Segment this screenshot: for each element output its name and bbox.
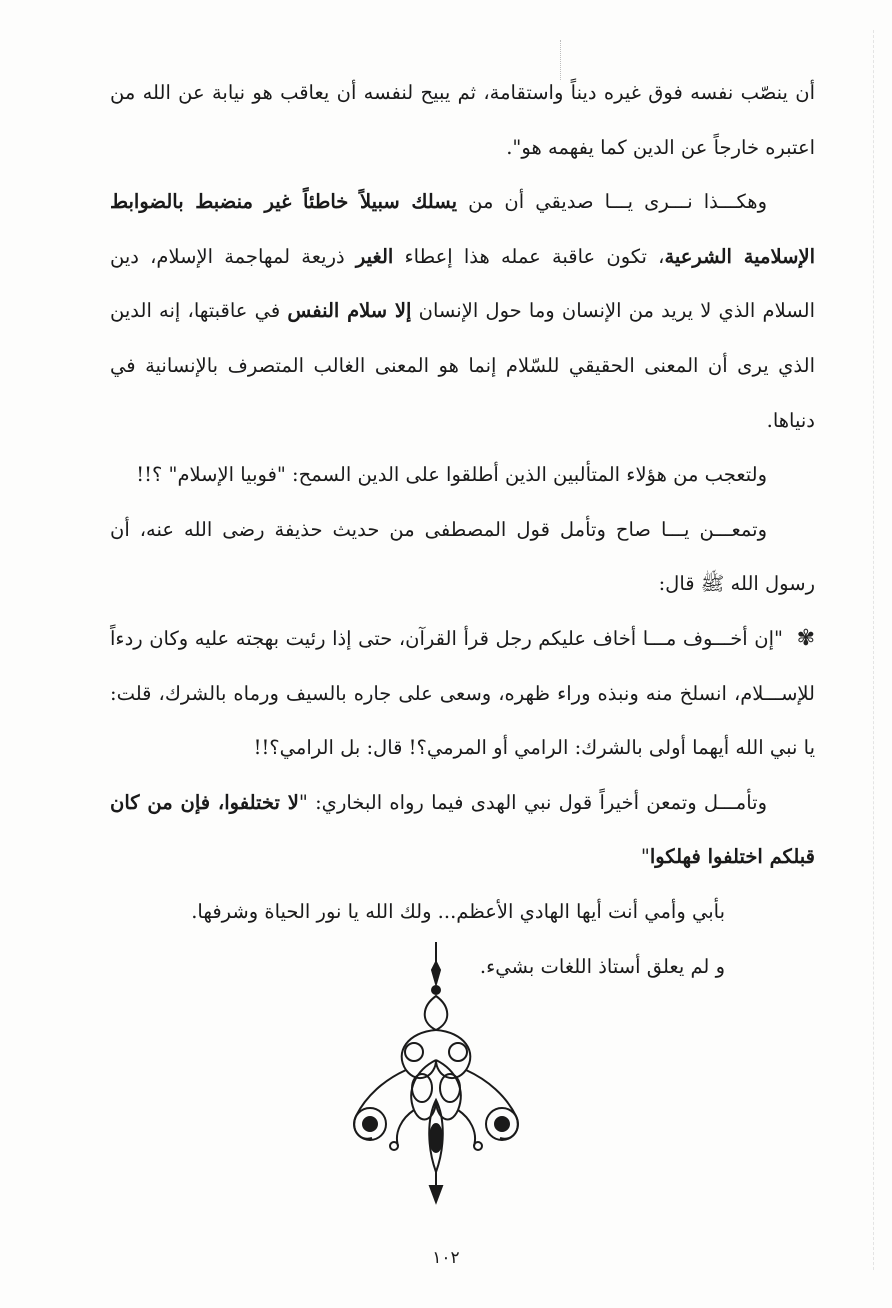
paragraph-2-bold-other: الغير	[355, 244, 394, 268]
paragraph-2-part-c: ، تكون عاقبة عمله هذا إعطاء	[393, 244, 665, 268]
paragraph-2-bold-path: يسلك سبيلاً خاطئاً غير منضبط بالضوابط الإسلامية الشرعية	[110, 190, 815, 268]
paragraph-6-part-a: وتأمـــل وتمعن أخيراً قول نبي الهدى فيما رواه البخاري: "	[298, 790, 767, 814]
paragraph-3: ولتعجب من هؤلاء المتألبين الذين أطلقوا على الدين السمح: "فوبيا الإسلام" ؟!!	[136, 463, 767, 487]
paragraph-6	[110, 776, 815, 885]
scan-edge-marks	[873, 30, 874, 1270]
page-number: ١٠٢	[432, 1248, 460, 1268]
paragraph-2-part-g: في عاقبتها، إنه الدين الذي يرى أن المعنى الحقيقي للسّلام إنما هو المعنى الغالب المتصرف بالإنسانية في دنياها.	[110, 299, 815, 432]
paragraph-6-part-c: "	[640, 845, 650, 869]
paragraph-4: وتمعـــن يـــا صاح وتأمل قول المصطفى من حديث حذيفة رضى الله عنه، أن رسول الله ﷺ قال:	[110, 517, 815, 596]
paragraph-6-bold-quote: لا تختلفوا، فإن من كان قبلكم اختلفوا فهلكوا	[110, 790, 815, 869]
hadith-text: "إن أخـــوف مـــا أخاف عليكم رجل قرأ القرآن، حتى إذا رئيت بهجته عليه وكان ردءاً للإســـلام، انسلخ منه ونبذه وراء ظهره، وسعى على جاره بالسيف ورماه بالشرك، قلت: يا نبي الله أيهما أولى بالشرك: الرامي أو المرمي؟! قال: بل الرامي؟!!	[110, 626, 815, 760]
paragraph-2-part-a: وهكـــذا نـــرى يـــا صديقي أن من	[457, 190, 767, 214]
paragraph-7: بأبي وأمي أنت أيها الهادي الأعظم... ولك الله يا نور الحياة وشرفها.	[191, 899, 725, 923]
page-text	[110, 66, 815, 994]
paragraph-2-part-e: ذريعة لمهاجمة الإسلام، دين السلام الذي لا يريد من الإنسان وما حول الإنسان	[110, 244, 815, 323]
paragraph-2-bold-peace: إلا سلام النفس	[287, 299, 412, 323]
paragraph-8: و لم يعلق أستاذ اللغات بشيء.	[479, 954, 725, 978]
paragraph-5-hadith	[110, 612, 815, 776]
flower-ornament-icon: ✾	[796, 625, 815, 651]
paragraph-2	[110, 175, 815, 448]
floral-ornament-icon	[336, 940, 536, 1210]
paragraph-1: أن ينصّب نفسه فوق غيره ديناً واستقامة، ثم يبيح لنفسه أن يعاقب هو نيابة عن الله من اعتبره خارجاً عن الدين كما يفهمه هو".	[110, 81, 815, 159]
